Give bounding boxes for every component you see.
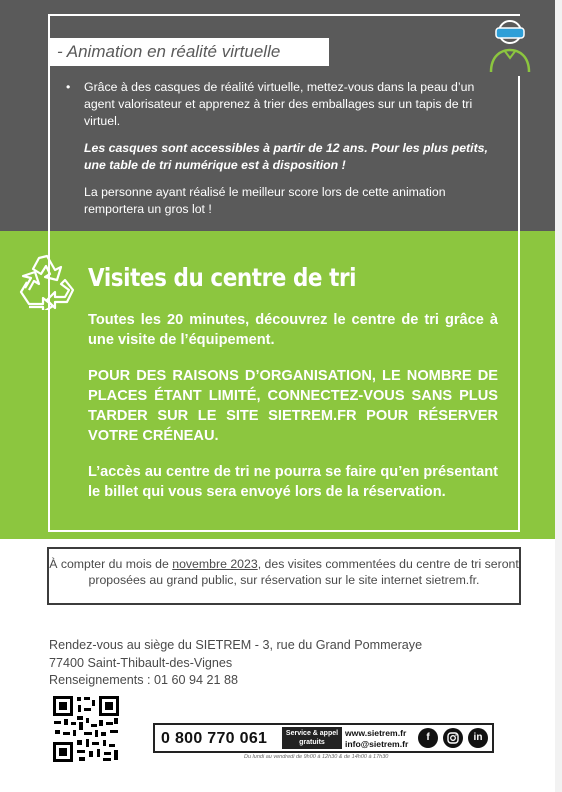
visits-frequency: Toutes les 20 minutes, découvrez le centre de tri grâce à une visite de l’équipement. xyxy=(88,312,498,348)
service-line-2: gratuits xyxy=(299,739,325,746)
instagram-icon[interactable] xyxy=(443,728,463,748)
visits-body xyxy=(88,310,498,518)
vr-title: - Animation en réalité virtuelle xyxy=(48,38,329,66)
service-line-1: Service & appel xyxy=(285,730,339,737)
contact-bar xyxy=(153,723,494,753)
visits-ticket-notice: L’accès au centre de tri ne pourra se faire qu’en présentant le billet qui vous sera envoyé lors de la réservation. xyxy=(88,464,498,500)
phone-number[interactable]: 0 800 770 061 xyxy=(161,730,268,747)
visits-title: Visites du centre de tri xyxy=(88,263,357,292)
address-line-3: Renseignements : 01 60 94 21 88 xyxy=(49,673,239,687)
recycle-icon xyxy=(17,252,77,310)
notice-before: À compter du mois de xyxy=(49,557,173,571)
website-link[interactable]: www.sietrem.fr xyxy=(345,728,407,738)
opening-hours: Du lundi au vendredi de 9h00 à 12h30 & de 14h00 à 17h30 xyxy=(244,754,389,760)
vr-body xyxy=(66,79,506,228)
linkedin-icon[interactable]: in xyxy=(468,728,488,748)
email-link[interactable]: info@sietrem.fr xyxy=(345,739,409,749)
vr-description: Grâce à des casques de réalité virtuelle, mettez-vous dans la peau d’un agent valorisateur et apprenez à trier des emballages sur un tapis de tri virtuel. xyxy=(84,80,475,128)
bullet: • xyxy=(66,80,71,94)
notice-after: , des visites commentées du centre de tri seront proposées au grand public, sur réservation sur le site internet sietrem.fr. xyxy=(88,557,519,587)
address-line-2: 77400 Saint-Thibault-des-Vignes xyxy=(49,655,233,670)
visits-reservation-notice: POUR DES RAISONS D’ORGANISATION, LE NOMBRE DE PLACES ÉTANT LIMITÉ, CONNECTEZ-VOUS SANS PLUS TARDER SUR LE SITE SIETREM.FR POUR RÉSERVER VOTRE CRÉNEAU. xyxy=(88,368,498,444)
notice-box xyxy=(47,547,521,605)
web-contact xyxy=(345,728,408,750)
vr-age-note: Les casques sont accessibles à partir de 12 ans. Pour les plus petits, une table de tri numérique est à disposition ! xyxy=(84,141,488,172)
page-edge xyxy=(555,0,562,792)
facebook-icon[interactable]: f xyxy=(418,728,438,748)
qr-code[interactable] xyxy=(51,694,121,764)
address-line-1: Rendez-vous au siège du SIETREM - 3, rue du Grand Pommeraye xyxy=(49,638,423,652)
service-badge xyxy=(282,727,342,749)
vr-headset-icon xyxy=(487,16,533,76)
notice-date: novembre 2023 xyxy=(172,557,258,571)
vr-prize-note: La personne ayant réalisé le meilleur score lors de cette animation remportera un gros lot ! xyxy=(84,185,446,216)
address-block xyxy=(49,637,422,690)
